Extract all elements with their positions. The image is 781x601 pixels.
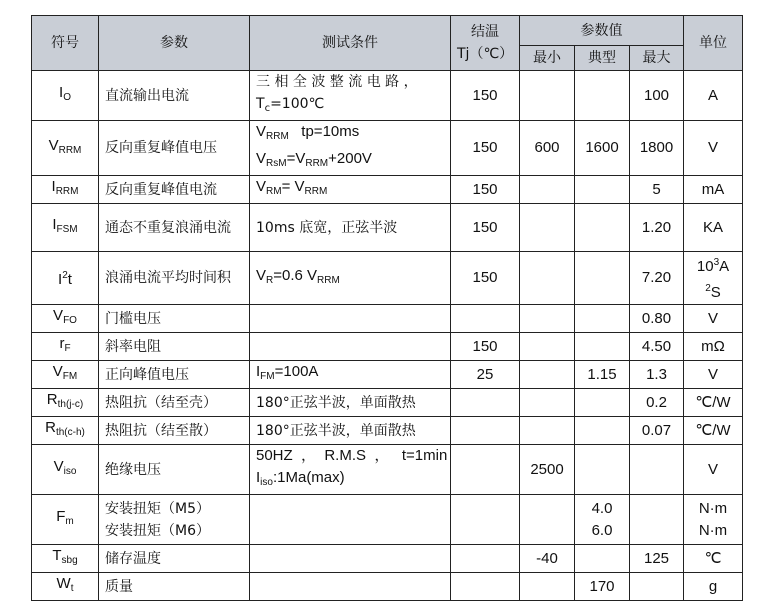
- unit-cell: V: [684, 121, 743, 176]
- table-row: [32, 361, 743, 389]
- tj-cell: [451, 417, 520, 445]
- table-row: [32, 495, 743, 545]
- tj-cell: 150: [451, 252, 520, 305]
- header-values: 参数值: [520, 16, 684, 46]
- param-cell: 斜率电阻: [99, 333, 250, 361]
- param-cell: 安装扭矩（M5） 安装扭矩（M6）: [99, 495, 250, 545]
- min-cell: 2500: [520, 445, 575, 495]
- min-cell: [520, 361, 575, 389]
- min-cell: [520, 333, 575, 361]
- condition-cell: [250, 495, 451, 545]
- symbol-cell: $F_m$: [32, 495, 99, 545]
- header-max: 最大: [630, 46, 684, 71]
- tj-cell: [451, 389, 520, 417]
- symbol-cell: $I_{FSM}$: [32, 204, 99, 252]
- symbol-cell: $V_{FO}$: [32, 305, 99, 333]
- max-cell: 1800: [630, 121, 684, 176]
- unit-cell: V: [684, 305, 743, 333]
- typ-cell: 170: [575, 573, 630, 601]
- min-cell: [520, 252, 575, 305]
- unit-cell: V: [684, 445, 743, 495]
- header-tj-bottom: Tj（℃）: [457, 46, 514, 62]
- header-unit: 单位: [684, 16, 743, 71]
- condition-cell: $I_{FM}=100A$: [250, 361, 451, 389]
- min-cell: -40: [520, 545, 575, 573]
- table-row: [32, 121, 743, 176]
- max-cell: 1.3: [630, 361, 684, 389]
- condition-cell: 50HZ ， R.M.S ， t=1min $I_{iso}:1Ma(\max)$: [250, 445, 451, 495]
- max-cell: 0.80: [630, 305, 684, 333]
- max-cell: [630, 495, 684, 545]
- symbol-cell: $V_{iso}$: [32, 445, 99, 495]
- table-row: [32, 417, 743, 445]
- min-cell: [520, 573, 575, 601]
- max-cell: 5: [630, 176, 684, 204]
- typ-cell: [575, 389, 630, 417]
- table-row: [32, 445, 743, 495]
- min-cell: [520, 389, 575, 417]
- symbol-cell: $R_{th(j-c)}$: [32, 389, 99, 417]
- min-cell: [520, 176, 575, 204]
- max-cell: 100: [630, 71, 684, 121]
- symbol-cell: $I^2t$: [32, 252, 99, 305]
- tj-cell: [451, 305, 520, 333]
- symbol-cell: $I_{RRM}$: [32, 176, 99, 204]
- table-row: [32, 545, 743, 573]
- max-cell: 0.2: [630, 389, 684, 417]
- max-cell: 1.20: [630, 204, 684, 252]
- typ-cell: [575, 71, 630, 121]
- max-cell: [630, 573, 684, 601]
- unit-cell: ℃: [684, 545, 743, 573]
- condition-cell: $V_R=0.6$ $V_{RRM}$: [250, 252, 451, 305]
- min-cell: 600: [520, 121, 575, 176]
- tj-cell: 150: [451, 204, 520, 252]
- param-cell: 热阻抗（结至壳）: [99, 389, 250, 417]
- max-cell: 7.20: [630, 252, 684, 305]
- tj-cell: [451, 545, 520, 573]
- condition-cell: $V_{RM}= V_{RRM}$: [250, 176, 451, 204]
- param-cell: 通态不重复浪涌电流: [99, 204, 250, 252]
- max-cell: 125: [630, 545, 684, 573]
- typ-cell: [575, 417, 630, 445]
- tj-cell: [451, 445, 520, 495]
- tj-cell: [451, 495, 520, 545]
- condition-cell: $V_{RRM}$ tp=10ms $V_{RsM}=V_{RRM}+200V$: [250, 121, 451, 176]
- max-cell: 0.07: [630, 417, 684, 445]
- table-row: [32, 176, 743, 204]
- header-typ: 典型: [575, 46, 630, 71]
- unit-cell: mA: [684, 176, 743, 204]
- header-condition: 测试条件: [250, 16, 451, 71]
- unit-cell: ℃/W: [684, 417, 743, 445]
- unit-cell: mΩ: [684, 333, 743, 361]
- param-cell: 浪涌电流平均时间积: [99, 252, 250, 305]
- typ-cell: [575, 252, 630, 305]
- typ-cell: [575, 445, 630, 495]
- symbol-cell: $V_{RRM}$: [32, 121, 99, 176]
- table-row: [32, 204, 743, 252]
- min-cell: [520, 495, 575, 545]
- param-cell: 反向重复峰值电压: [99, 121, 250, 176]
- param-cell: 直流输出电流: [99, 71, 250, 121]
- header-min: 最小: [520, 46, 575, 71]
- table-row: [32, 305, 743, 333]
- typ-cell: [575, 545, 630, 573]
- symbol-cell: $R_{th(c-h)}$: [32, 417, 99, 445]
- typ-cell: 1.15: [575, 361, 630, 389]
- unit-cell: KA: [684, 204, 743, 252]
- condition-cell: [250, 333, 451, 361]
- typ-cell: [575, 333, 630, 361]
- min-cell: [520, 417, 575, 445]
- header-tj-top: 结温: [471, 24, 499, 40]
- min-cell: [520, 71, 575, 121]
- tj-cell: 150: [451, 71, 520, 121]
- symbol-cell: $T_{sbg}$: [32, 545, 99, 573]
- typ-cell: 4.0 6.0: [575, 495, 630, 545]
- min-cell: [520, 204, 575, 252]
- tj-cell: 150: [451, 176, 520, 204]
- param-cell: 热阻抗（结至散）: [99, 417, 250, 445]
- param-cell: 反向重复峰值电流: [99, 176, 250, 204]
- unit-cell: ℃/W: [684, 389, 743, 417]
- param-cell: 储存温度: [99, 545, 250, 573]
- condition-cell: 180°正弦半波，单面散热: [250, 389, 451, 417]
- condition-cell: 三 相 全 波 整 流 电 路 ， $T_c=100℃$: [250, 71, 451, 121]
- param-cell: 门槛电压: [99, 305, 250, 333]
- param-cell: 正向峰值电压: [99, 361, 250, 389]
- condition-cell: [250, 545, 451, 573]
- symbol-cell: $W_t$: [32, 573, 99, 601]
- table-row: [32, 573, 743, 601]
- param-cell: 质量: [99, 573, 250, 601]
- unit-cell: V: [684, 361, 743, 389]
- unit-cell: A: [684, 71, 743, 121]
- symbol-cell: $I_O$: [32, 71, 99, 121]
- condition-cell: 10ms 底宽，正弦半波: [250, 204, 451, 252]
- condition-cell: [250, 305, 451, 333]
- tj-cell: [451, 573, 520, 601]
- condition-cell: [250, 573, 451, 601]
- tj-cell: 150: [451, 121, 520, 176]
- typ-cell: 1600: [575, 121, 630, 176]
- max-cell: 4.50: [630, 333, 684, 361]
- min-cell: [520, 305, 575, 333]
- table-row: [32, 389, 743, 417]
- table-row: [32, 252, 743, 305]
- max-cell: [630, 445, 684, 495]
- unit-cell: g: [684, 573, 743, 601]
- tj-cell: 150: [451, 333, 520, 361]
- header-tj: [451, 16, 520, 71]
- unit-cell: $10^3A$ $^2$S: [684, 252, 743, 305]
- unit-cell: N·m N·m: [684, 495, 743, 545]
- symbol-cell: $r_F$: [32, 333, 99, 361]
- table-row: [32, 71, 743, 121]
- table-row: [32, 333, 743, 361]
- typ-cell: [575, 305, 630, 333]
- param-cell: 绝缘电压: [99, 445, 250, 495]
- symbol-cell: $V_{FM}$: [32, 361, 99, 389]
- typ-cell: [575, 176, 630, 204]
- header-symbol: 符号: [32, 16, 99, 71]
- tj-cell: 25: [451, 361, 520, 389]
- typ-cell: [575, 204, 630, 252]
- condition-cell: 180°正弦半波，单面散热: [250, 417, 451, 445]
- header-param: 参数: [99, 16, 250, 71]
- spec-table: [31, 15, 743, 601]
